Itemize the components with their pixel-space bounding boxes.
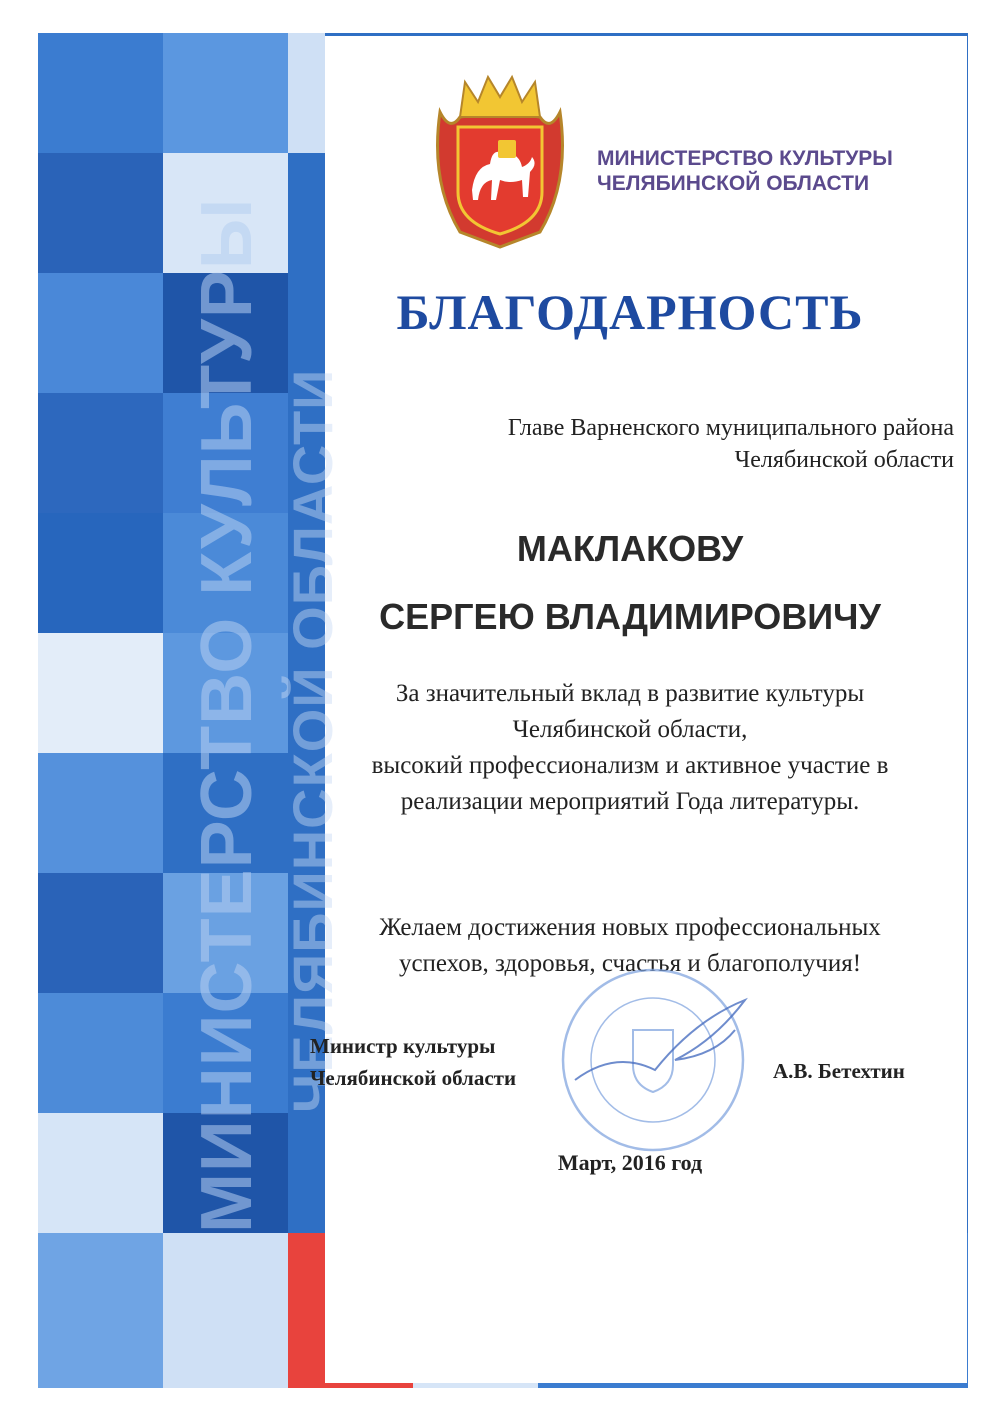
official-stamp-icon [545, 960, 760, 1160]
signatory-title-line-1: Министр культуры [310, 1034, 496, 1058]
coat-of-arms-icon [430, 72, 570, 252]
signatory-name: А.В. Бетехтин [773, 1059, 905, 1083]
reason-line-1: За значительный вклад в развитие культуры [395, 680, 865, 707]
recipient-given-name: СЕРГЕЮ ВЛАДИМИРОВИЧУ [379, 596, 881, 637]
document-date: Март, 2016 год [557, 1150, 703, 1175]
reason-line-2: Челябинской области, [512, 716, 748, 743]
ministry-name-line-1: МИНИСТЕРСТВО КУЛЬТУРЫ [597, 147, 893, 170]
reason-line-4: реализации мероприятий Года литературы. [400, 788, 860, 815]
reason-text [300, 676, 960, 820]
ministry-name-line-2: ЧЕЛЯБИНСКОЙ ОБЛАСТИ [597, 172, 870, 195]
signatory-title-line-2: Челябинской области [310, 1066, 517, 1090]
addressee-line-2: Челябинской области [734, 447, 954, 473]
wish-line-1: Желаем достижения новых профессиональных [379, 914, 881, 941]
addressee-line-1: Главе Варненского муниципального района [507, 415, 954, 441]
wish-line-2: успехов, здоровья, счастья и благополучия! [398, 950, 862, 977]
ministry-name [597, 146, 893, 196]
addressee [508, 412, 954, 476]
sidebar-vertical-text-1: МИНИСТЕРСТВО КУЛЬТУРЫ [187, 197, 267, 1233]
recipient-surname: МАКЛАКОВУ [516, 528, 744, 569]
reason-line-3: высокий профессионализм и активное участие в [371, 752, 889, 779]
signatory-title [310, 1030, 516, 1094]
sidebar-vertical-text-2: ЧЕЛЯБИНСКОЙ ОБЛАСТИ [281, 368, 344, 1113]
document-title: БЛАГОДАРНОСТЬ [396, 284, 864, 340]
